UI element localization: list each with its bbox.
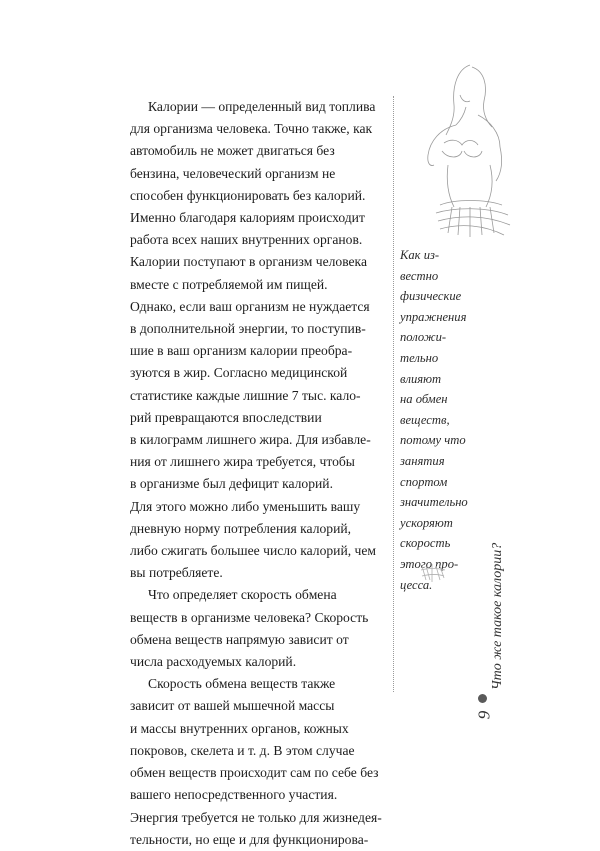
- sidenote-line: этого про-: [400, 556, 459, 571]
- page-number: 9: [474, 710, 494, 720]
- sidenote-line: вестно: [400, 268, 439, 283]
- sidenote-line: потому что: [400, 433, 466, 448]
- text-line: обмен веществ происходит сам по себе без: [130, 765, 379, 781]
- text-line: обмена веществ напрямую зависит от: [130, 631, 349, 647]
- sidenote-line: скорость: [400, 536, 451, 551]
- text-line: в организме был дефицит калорий.: [130, 476, 333, 492]
- sidenote-line: влияют: [400, 371, 442, 386]
- text-line: зависит от вашей мышечной массы: [130, 698, 335, 714]
- sidenote-line: упражнения: [400, 309, 467, 324]
- text-line: способен функционировать без калорий.: [130, 187, 366, 203]
- text-line: Калории поступают в организм человека: [130, 254, 367, 270]
- running-head: Что же такое калории?: [490, 542, 505, 690]
- text-line: числа расходуемых калорий.: [130, 654, 297, 670]
- sidenote-line: на обмен: [400, 392, 448, 407]
- text-line: в килограмм лишнего жира. Для избавле-: [130, 432, 371, 448]
- text-line: Однако, если ваш организм не нуждается: [130, 298, 370, 314]
- text-line: в дополнительной энергии, то поступив-: [130, 321, 366, 337]
- decorative-sketch-icon: [418, 560, 448, 586]
- sidenote-line: Как из-: [400, 248, 440, 262]
- text-line: вашего непосредственного участия.: [130, 787, 338, 803]
- sidenote-line: физические: [400, 289, 462, 304]
- text-line: Именно благодаря калориям происходит: [130, 210, 365, 226]
- body-text: [130, 96, 382, 851]
- text-line: либо сжигать большее число калорий, чем: [130, 543, 376, 559]
- text-line: и массы внутренних органов, кожных: [130, 720, 349, 736]
- sidenote-line: занятия: [400, 453, 445, 468]
- text-line: работа всех наших внутренних органов.: [130, 232, 363, 248]
- sidenote-line: ускоряют: [400, 515, 453, 530]
- text-line: дневную норму потребления калорий,: [130, 520, 352, 536]
- sidenote: [400, 245, 478, 595]
- text-line: ния от лишнего жира требуется, чтобы: [130, 454, 355, 470]
- text-line: автомобиль не может двигаться без: [130, 143, 335, 159]
- text-line: бензина, человеческий организм не: [130, 165, 336, 181]
- text-line: Скорость обмена веществ также: [148, 676, 336, 692]
- sidenote-line: цесса.: [400, 577, 433, 592]
- sidenote-line: значительно: [400, 495, 468, 510]
- text-line: зуются в жир. Согласно медицинской: [130, 365, 348, 381]
- text-line: покровов, скелета и т. д. В этом случае: [130, 742, 355, 758]
- text-line: для организма человека. Точно также, как: [130, 121, 373, 137]
- text-line: рий превращаются впоследствии: [130, 409, 322, 425]
- text-line: Что определяет скорость обмена: [148, 587, 337, 603]
- woman-sketch-illustration: [400, 55, 520, 240]
- text-line: статистике каждые лишние 7 тыс. кало-: [130, 387, 361, 403]
- text-line: Энергия требуется не только для жизнедея-: [130, 809, 382, 825]
- sidenote-line: спортом: [400, 474, 448, 489]
- text-line: Для этого можно либо уменьшить вашу: [130, 498, 361, 514]
- bullet-dot-icon: [478, 694, 487, 703]
- text-line: веществ в организме человека? Скорость: [130, 609, 369, 625]
- dotted-column-divider: [393, 96, 394, 692]
- sidenote-line: веществ,: [400, 412, 450, 427]
- text-line: тельности, но еще и для функционирова-: [130, 831, 369, 847]
- text-line: вместе с потребляемой им пищей.: [130, 276, 328, 292]
- text-line: Калории — определенный вид топлива: [148, 99, 376, 114]
- sidenote-line: тельно: [400, 350, 439, 365]
- text-line: вы потребляете.: [130, 565, 223, 581]
- sidenote-line: положи-: [400, 330, 447, 345]
- text-line: шие в ваш организм калории преобра-: [130, 343, 353, 359]
